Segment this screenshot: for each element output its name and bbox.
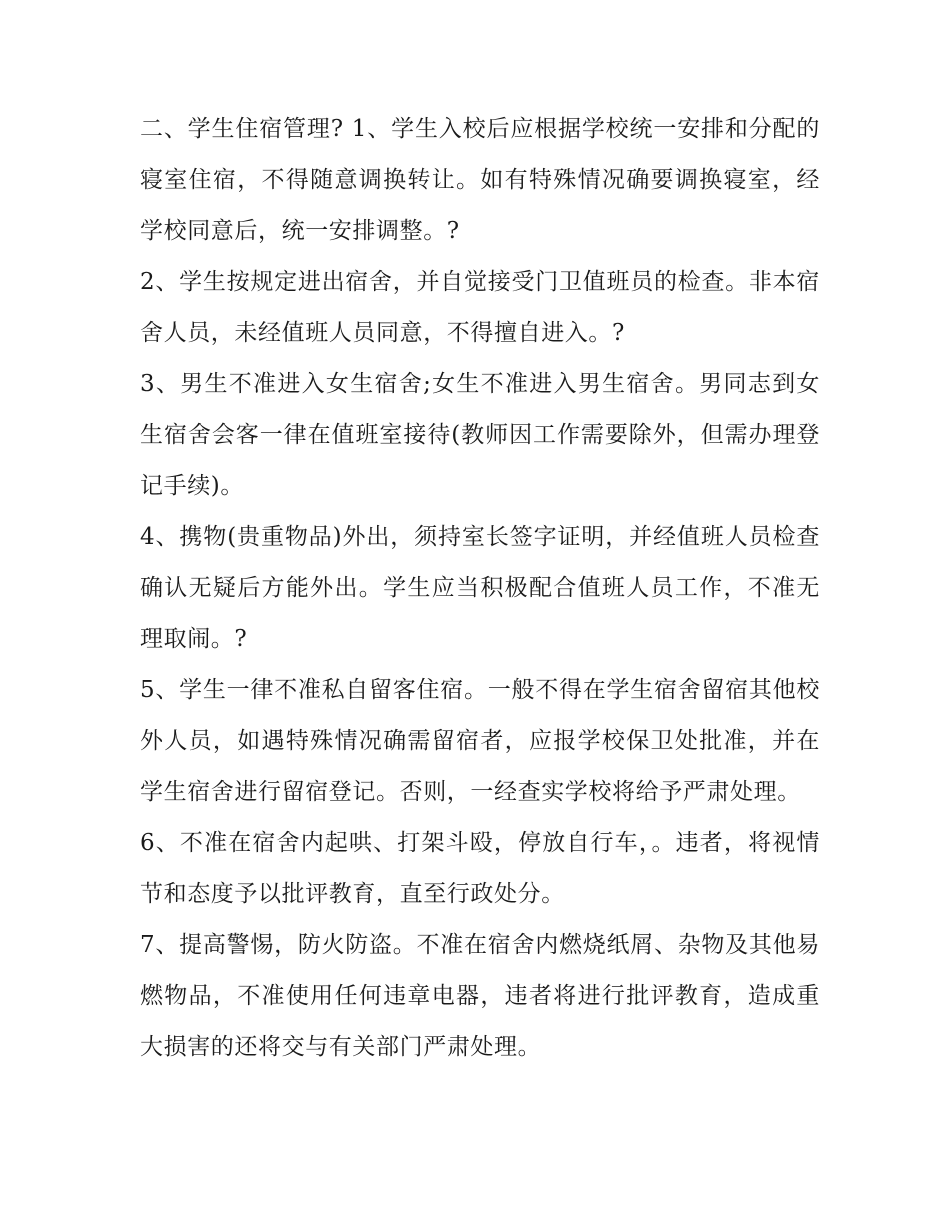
paragraph-rule-6: 6、不准在宿舍内起哄、打架斗殴，停放自行车，。违者，将视情节和态度予以批评教育，直至行政处分。 bbox=[140, 830, 820, 907]
paragraph-rule-2: 2、学生按规定进出宿舍，并自觉接受门卫值班员的检查。非本宿舍人员，未经值班人员同意，不得擅自进入。? bbox=[140, 269, 820, 346]
paragraph-rule-4: 4、携物(贵重物品)外出，须持室长签字证明，并经值班人员检查确认无疑后方能外出。学生应当积极配合值班人员工作，不准无理取闹。? bbox=[140, 524, 820, 652]
paragraph-rule-3: 3、男生不准进入女生宿舍;女生不准进入男生宿舍。男同志到女生宿舍会客一律在值班室接待(教师因工作需要除外，但需办理登记手续)。 bbox=[140, 371, 820, 499]
paragraph-rule-5: 5、学生一律不准私自留客住宿。一般不得在学生宿舍留宿其他校外人员，如遇特殊情况确需留宿者，应报学校保卫处批准，并在学生宿舍进行留宿登记。否则，一经查实学校将给予严肃处理。 bbox=[140, 677, 820, 805]
paragraph-rule-7: 7、提高警惕，防火防盗。不准在宿舍内燃烧纸屑、杂物及其他易燃物品，不准使用任何违章电器，违者将进行批评教育，造成重大损害的还将交与有关部门严肃处理。 bbox=[140, 932, 820, 1060]
document-body bbox=[140, 104, 820, 1073]
paragraph-housing-rule-1: 二、学生住宿管理? 1、学生入校后应根据学校统一安排和分配的寝室住宿，不得随意调换转让。如有特殊情况确要调换寝室，经学校同意后，统一安排调整。? bbox=[140, 116, 820, 244]
